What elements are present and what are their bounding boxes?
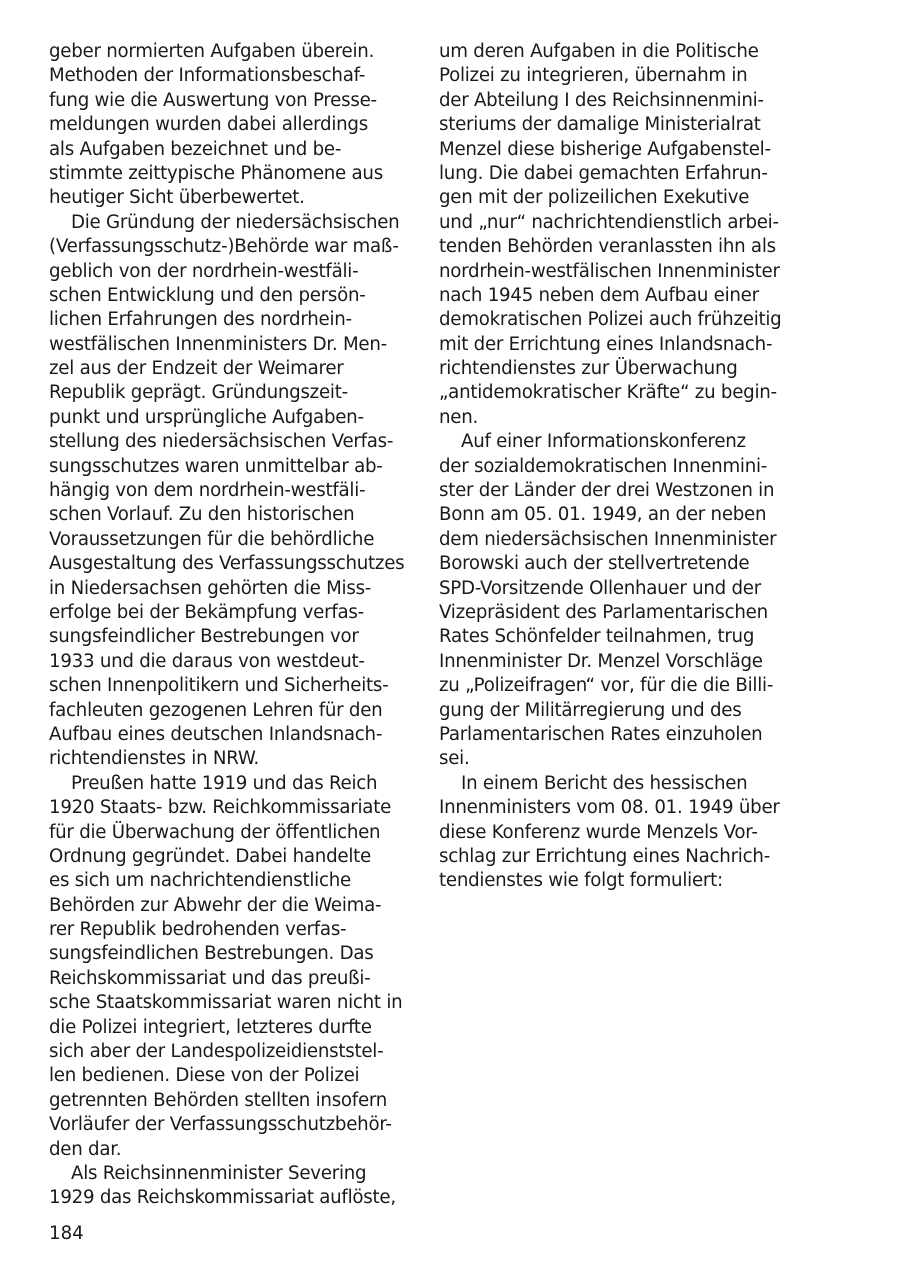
text-line: der sozialdemokratischen Innenmini- — [439, 455, 768, 477]
text-line: westfälischen Innenministers Dr. Men- — [49, 333, 387, 355]
text-line: Rates Schönfelder teilnahmen, trug — [439, 626, 755, 648]
text-line: als Aufgaben bezeichnet und be- — [49, 138, 342, 160]
text-line: richtendienstes zur Überwachung — [439, 358, 738, 380]
text-line: lichen Erfahrungen des nordrhein- — [49, 309, 352, 331]
text-line: für die Überwachung der öffentlichen — [49, 821, 381, 843]
text-line: Ausgestaltung des Verfassungsschutzes — [49, 553, 405, 575]
text-line: um deren Aufgaben in die Politische — [439, 41, 759, 62]
text-line: nen. — [439, 406, 479, 428]
text-line: die Polizei integriert, letzteres durfte — [49, 1016, 372, 1038]
text-line: Behörden zur Abwehr der die Weima- — [49, 894, 382, 916]
text-line: Aufbau eines deutschen Inlandsnach- — [49, 723, 383, 745]
text-line: tenden Behörden veranlassten ihn als — [439, 236, 776, 258]
text-line: 1933 und die daraus von westdeut- — [49, 650, 365, 672]
text-line: den dar. — [49, 1138, 122, 1160]
text-line: „antidemokratischer Kräfte“ zu begin- — [439, 382, 777, 404]
text-line: zel aus der Endzeit der Weimarer — [49, 358, 344, 380]
text-line: zu „Polizeifragen“ vor, für die die Billi- — [439, 675, 774, 697]
text-line: getrennten Behörden stellten insofern — [49, 1089, 388, 1111]
text-line: geblich von der nordrhein-westfäli- — [49, 260, 359, 282]
text-line: sungsfeindlicher Bestrebungen vor — [49, 626, 359, 648]
text-line: und „nur“ nachrichtendienstlich arbei- — [439, 211, 779, 233]
text-line: diese Konferenz wurde Menzels Vor- — [439, 821, 758, 843]
text-line: Vorläufer der Verfassungsschutzbehör- — [49, 1114, 392, 1136]
text-line: mit der Errichtung eines Inlandsnach- — [439, 333, 773, 355]
text-line: Voraussetzungen für die behördliche — [49, 528, 375, 550]
right-text-column — [439, 40, 809, 894]
text-line: sungsfeindlichen Bestrebungen. Das — [49, 943, 374, 965]
text-line: Auf einer Informationskonferenz — [461, 431, 746, 453]
page-number: 184 — [49, 1223, 84, 1244]
text-line: Republik geprägt. Gründungszeit- — [49, 382, 348, 404]
text-line: sche Staatskommissariat waren nicht in — [49, 992, 403, 1014]
left-text-column — [49, 40, 419, 1211]
text-line: in Niedersachsen gehörten die Miss- — [49, 577, 372, 599]
text-line: Parlamentarischen Rates einzuholen — [439, 723, 763, 745]
text-line: len bedienen. Diese von der Polizei — [49, 1065, 360, 1087]
text-line: geber normierten Aufgaben überein. — [49, 41, 375, 62]
text-line: Methoden der Informationsbeschaf- — [49, 65, 366, 87]
text-line: schen Entwicklung und den persön- — [49, 284, 366, 306]
text-line: Polizei zu integrieren, übernahm in — [439, 65, 748, 87]
text-line: ster der Länder der drei Westzonen in — [439, 480, 775, 502]
text-line: 1929 das Reichskommissariat auflöste, — [49, 1187, 396, 1209]
text-line: erfolge bei der Bekämpfung verfas- — [49, 601, 364, 623]
text-line: SPD-Vorsitzende Ollenhauer und der — [439, 577, 761, 599]
text-line: es sich um nachrichtendienstliche — [49, 870, 351, 892]
text-line: gen mit der polizeilichen Exekutive — [439, 187, 750, 209]
text-line: stellung des niedersächsischen Verfas- — [49, 431, 394, 453]
text-line: Die Gründung der niedersächsischen — [71, 211, 400, 233]
text-line: rer Republik bedrohenden verfas- — [49, 919, 347, 941]
text-line: nach 1945 neben dem Aufbau einer — [439, 284, 759, 306]
text-line: lung. Die dabei gemachten Erfahrun- — [439, 162, 768, 184]
text-line: hängig von dem nordrhein-westfäli- — [49, 480, 366, 502]
text-line: (Verfassungsschutz-)Behörde war maß- — [49, 236, 399, 258]
text-line: fachleuten gezogenen Lehren für den — [49, 699, 383, 721]
text-line: dem niedersächsischen Innenminister — [439, 528, 777, 550]
text-line: In einem Bericht des hessischen — [461, 772, 748, 794]
text-line: sungsschutzes waren unmittelbar ab- — [49, 455, 383, 477]
text-line: Bonn am 05. 01. 1949, an der neben — [439, 504, 767, 526]
text-line: Vizepräsident des Parlamentarischen — [439, 601, 768, 623]
text-line: tendienstes wie folgt formuliert: — [439, 870, 723, 892]
text-line: meldungen wurden dabei allerdings — [49, 114, 368, 136]
text-line: 1920 Staats- bzw. Reichkommissariate — [49, 797, 392, 819]
text-line: Als Reichsinnenminister Severing — [71, 1162, 367, 1184]
text-line: fung wie die Auswertung von Presse- — [49, 89, 377, 111]
text-line: sich aber der Landespolizeidienststel- — [49, 1041, 384, 1063]
text-line: sei. — [439, 748, 470, 770]
text-line: gung der Militärregierung und des — [439, 699, 742, 721]
text-line: heutiger Sicht überbewertet. — [49, 187, 305, 209]
text-line: Menzel diese bisherige Aufgabenstel- — [439, 138, 771, 160]
text-line: richtendienstes in NRW. — [49, 748, 260, 770]
text-line: schlag zur Errichtung eines Nachrich- — [439, 845, 770, 867]
text-line: schen Innenpolitikern und Sicherheits- — [49, 675, 389, 697]
text-line: Reichskommissariat und das preußi- — [49, 967, 371, 989]
text-line: steriums der damalige Ministerialrat — [439, 114, 761, 136]
text-line: Innenminister Dr. Menzel Vorschläge — [439, 650, 763, 672]
text-line: Innenministers vom 08. 01. 1949 über — [439, 797, 780, 819]
text-line: punkt und ursprüngliche Aufgaben- — [49, 406, 364, 428]
text-line: nordrhein-westfälischen Innenminister — [439, 260, 780, 282]
text-line: Borowski auch der stellvertretende — [439, 553, 750, 575]
text-line: schen Vorlauf. Zu den historischen — [49, 504, 355, 526]
text-line: Preußen hatte 1919 und das Reich — [71, 772, 378, 794]
text-line: der Abteilung I des Reichsinnenmini- — [439, 89, 764, 111]
text-line: demokratischen Polizei auch frühzeitig — [439, 309, 782, 331]
text-line: stimmte zeittypische Phänomene aus — [49, 162, 383, 184]
text-line: Ordnung gegründet. Dabei handelte — [49, 845, 371, 867]
